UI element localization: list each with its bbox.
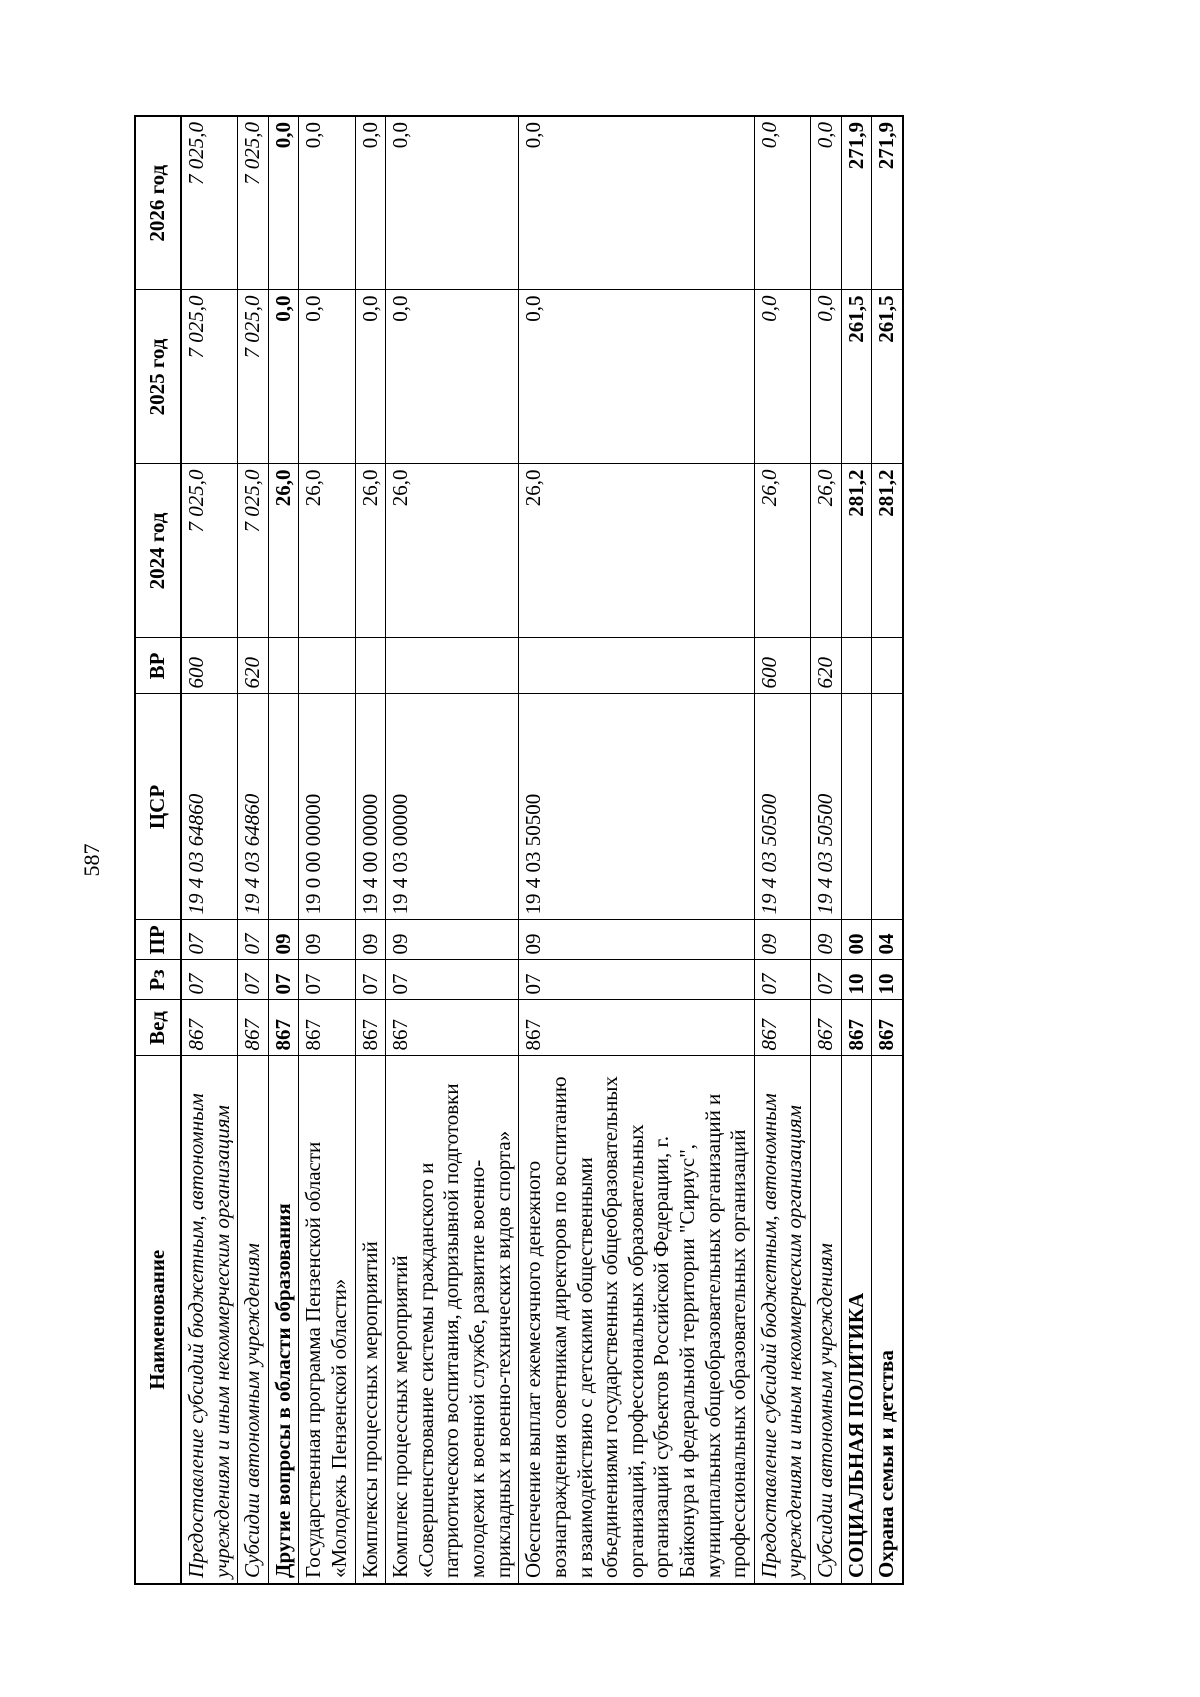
cell-pr: 09 [754, 920, 810, 960]
cell-vr: 600 [754, 638, 810, 694]
cell-2025: 0,0 [355, 290, 386, 464]
cell-rz: 07 [181, 960, 238, 1000]
cell-name: Комплексы процессных мероприятий [355, 1056, 386, 1584]
cell-vr: 620 [811, 638, 842, 694]
table-row [268, 116, 299, 1584]
cell-2024: 7 025,0 [238, 464, 269, 638]
cell-rz: 07 [238, 960, 269, 1000]
cell-ved: 867 [872, 1000, 903, 1056]
cell-vr: 620 [238, 638, 269, 694]
cell-rz: 07 [519, 960, 754, 1000]
rotated-page-content [134, 115, 1054, 1585]
header-rz: Рз [135, 960, 181, 1000]
cell-rz: 07 [386, 960, 519, 1000]
table-row [811, 116, 842, 1584]
cell-csr: 19 4 03 64860 [238, 694, 269, 920]
table-row [841, 116, 872, 1584]
cell-2024: 26,0 [519, 464, 754, 638]
cell-vr [299, 638, 355, 694]
cell-name: Комплекс процессных мероприятий «Совершенствование системы гражданского и патриотического воспитания, допризывной подготовки молодежи к военной службе, развитие военно-прикладных и военно-технических видов спорта» [386, 1056, 519, 1584]
table-row [519, 116, 754, 1584]
budget-table [134, 115, 904, 1585]
header-csr: ЦСР [135, 694, 181, 920]
cell-2025: 0,0 [519, 290, 754, 464]
cell-2024: 26,0 [355, 464, 386, 638]
page-number: 587 [79, 843, 104, 877]
cell-csr [872, 694, 903, 920]
cell-rz: 07 [754, 960, 810, 1000]
cell-vr [268, 638, 299, 694]
cell-csr: 19 4 03 64860 [181, 694, 238, 920]
cell-name: Субсидии автономным учреждениям [238, 1056, 269, 1584]
cell-name: Субсидии автономным учреждениям [811, 1056, 842, 1584]
cell-vr [872, 638, 903, 694]
cell-ved: 867 [754, 1000, 810, 1056]
cell-2024: 26,0 [754, 464, 810, 638]
cell-pr: 04 [872, 920, 903, 960]
cell-name: Предоставление субсидий бюджетным, автономным учреждениям и иным некоммерческим организациям [754, 1056, 810, 1584]
header-vr: ВР [135, 638, 181, 694]
cell-2024: 281,2 [841, 464, 872, 638]
header-2025: 2025 год [135, 290, 181, 464]
cell-pr: 09 [299, 920, 355, 960]
cell-2025: 0,0 [754, 290, 810, 464]
table-row [872, 116, 903, 1584]
cell-2026: 0,0 [299, 116, 355, 290]
cell-rz: 07 [299, 960, 355, 1000]
header-pr: ПР [135, 920, 181, 960]
cell-2026: 7 025,0 [181, 116, 238, 290]
cell-2026: 0,0 [268, 116, 299, 290]
cell-name: Государственная программа Пензенской области «Молодежь Пензенской области» [299, 1056, 355, 1584]
table-row [386, 116, 519, 1584]
cell-pr: 07 [181, 920, 238, 960]
header-2026: 2026 год [135, 116, 181, 290]
cell-2026: 271,9 [841, 116, 872, 290]
table-row [299, 116, 355, 1584]
cell-csr [841, 694, 872, 920]
cell-rz: 07 [355, 960, 386, 1000]
cell-csr: 19 4 03 50500 [811, 694, 842, 920]
cell-2025: 0,0 [811, 290, 842, 464]
cell-2024: 281,2 [872, 464, 903, 638]
cell-ved: 867 [519, 1000, 754, 1056]
cell-ved: 867 [299, 1000, 355, 1056]
cell-vr [519, 638, 754, 694]
cell-2025: 261,5 [872, 290, 903, 464]
table-row [754, 116, 810, 1584]
cell-2026: 7 025,0 [238, 116, 269, 290]
cell-2025: 7 025,0 [181, 290, 238, 464]
cell-2024: 26,0 [268, 464, 299, 638]
cell-pr: 09 [355, 920, 386, 960]
cell-csr: 19 4 03 50500 [754, 694, 810, 920]
cell-2025: 7 025,0 [238, 290, 269, 464]
cell-rz: 10 [841, 960, 872, 1000]
header-ved: Вед [135, 1000, 181, 1056]
cell-rz: 07 [268, 960, 299, 1000]
cell-ved: 867 [181, 1000, 238, 1056]
cell-ved: 867 [811, 1000, 842, 1056]
table-row [238, 116, 269, 1584]
cell-pr: 09 [386, 920, 519, 960]
cell-pr: 07 [238, 920, 269, 960]
cell-pr: 09 [811, 920, 842, 960]
header-name: Наименование [135, 1056, 181, 1584]
cell-2024: 7 025,0 [181, 464, 238, 638]
table-header-row [135, 116, 181, 1584]
cell-2025: 0,0 [268, 290, 299, 464]
cell-2025: 261,5 [841, 290, 872, 464]
header-2024: 2024 год [135, 464, 181, 638]
cell-name: СОЦИАЛЬНАЯ ПОЛИТИКА [841, 1056, 872, 1584]
cell-name: Предоставление субсидий бюджетным, автономным учреждениям и иным некоммерческим организациям [181, 1056, 238, 1584]
cell-2026: 0,0 [386, 116, 519, 290]
cell-rz: 07 [811, 960, 842, 1000]
cell-pr: 00 [841, 920, 872, 960]
cell-ved: 867 [268, 1000, 299, 1056]
cell-2026: 0,0 [355, 116, 386, 290]
cell-2026: 0,0 [811, 116, 842, 290]
cell-name: Другие вопросы в области образования [268, 1056, 299, 1584]
cell-2026: 271,9 [872, 116, 903, 290]
cell-2025: 0,0 [386, 290, 519, 464]
cell-csr: 19 4 03 00000 [386, 694, 519, 920]
cell-pr: 09 [519, 920, 754, 960]
table-row [181, 116, 238, 1584]
cell-2025: 0,0 [299, 290, 355, 464]
cell-ved: 867 [238, 1000, 269, 1056]
cell-name: Обеспечение выплат ежемесячного денежного вознаграждения советникам директоров по воспитанию и взаимодействию с детскими общественными объединениями государственных общеобразовательных организаций, профессиональных образовательных организаций субъектов Российской Федерации, г. Байконура и федеральной территории "Сириус", муниципальных общеобразовательных организаций и профессиональных образовательных организаций [519, 1056, 754, 1584]
cell-ved: 867 [386, 1000, 519, 1056]
cell-2026: 0,0 [519, 116, 754, 290]
cell-vr [841, 638, 872, 694]
cell-vr [386, 638, 519, 694]
cell-csr: 19 0 00 00000 [299, 694, 355, 920]
cell-rz: 10 [872, 960, 903, 1000]
cell-vr [355, 638, 386, 694]
cell-vr: 600 [181, 638, 238, 694]
cell-2026: 0,0 [754, 116, 810, 290]
cell-2024: 26,0 [811, 464, 842, 638]
cell-csr: 19 4 00 00000 [355, 694, 386, 920]
cell-ved: 867 [841, 1000, 872, 1056]
cell-pr: 09 [268, 920, 299, 960]
cell-csr [268, 694, 299, 920]
cell-ved: 867 [355, 1000, 386, 1056]
table-row [355, 116, 386, 1584]
cell-2024: 26,0 [299, 464, 355, 638]
cell-csr: 19 4 03 50500 [519, 694, 754, 920]
cell-name: Охрана семьи и детства [872, 1056, 903, 1584]
cell-2024: 26,0 [386, 464, 519, 638]
